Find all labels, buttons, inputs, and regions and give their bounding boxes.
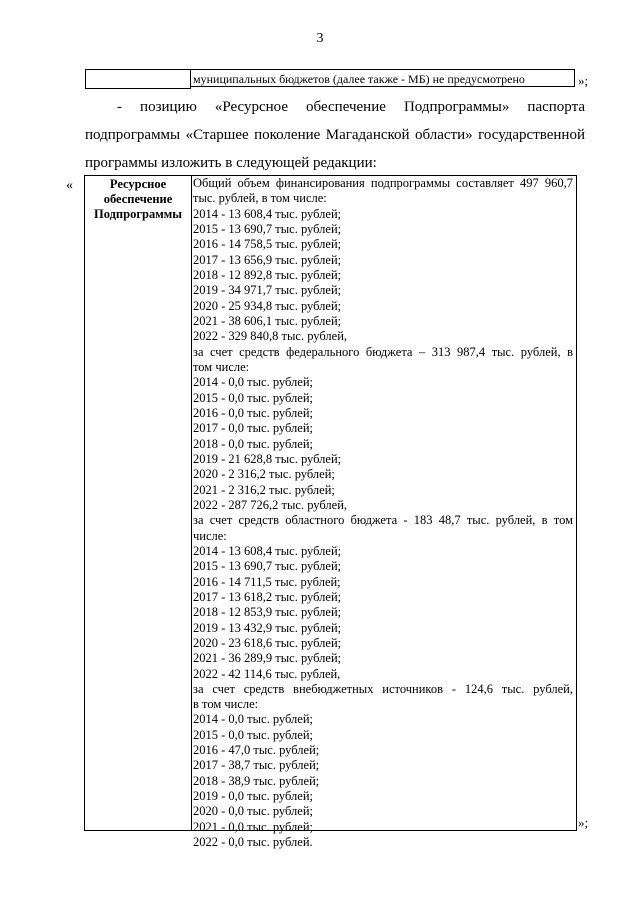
funding-line: 2014 - 13 608,4 тыс. рублей; (193, 543, 342, 558)
funding-line: 2017 - 13 618,2 тыс. рублей; (193, 589, 342, 604)
funding-line: тыс. рублей, в том числе: (193, 191, 327, 206)
empty-cell (85, 69, 191, 89)
funding-line: 2018 - 0,0 тыс. рублей; (193, 436, 313, 451)
funding-line: 2020 - 0,0 тыс. рублей; (193, 804, 313, 819)
paragraph-line: программы изложить в следующей редакции: (85, 155, 377, 171)
funding-line: 2022 - 42 114,6 тыс. рублей, (193, 666, 341, 681)
funding-line: 2014 - 0,0 тыс. рублей; (193, 375, 313, 390)
funding-line: 2019 - 21 628,8 тыс. рублей; (193, 451, 342, 466)
funding-line: 2020 - 25 934,8 тыс. рублей; (193, 298, 342, 313)
funding-line: 2017 - 38,7 тыс. рублей; (193, 758, 320, 773)
funding-line: 2017 - 13 656,9 тыс. рублей; (193, 252, 342, 267)
funding-line: 2016 - 0,0 тыс. рублей; (193, 405, 313, 420)
continuation-cell-text: муниципальных бюджетов (далее также - МБ) не предусмотрено (190, 69, 575, 87)
funding-line: 2014 - 0,0 тыс. рублей; (193, 712, 313, 727)
funding-line: 2014 - 13 608,4 тыс. рублей; (193, 206, 342, 221)
funding-line: 2015 - 13 690,7 тыс. рублей; (193, 221, 342, 236)
paragraph-line: подпрограммы «Старшее поколение Магаданской области» государственной (85, 127, 585, 143)
funding-line: числе: (193, 528, 227, 543)
funding-line: 2020 - 23 618,6 тыс. рублей; (193, 635, 342, 650)
funding-line: 2020 - 2 316,2 тыс. рублей; (193, 467, 335, 482)
funding-line: 2018 - 12 853,9 тыс. рублей; (193, 605, 342, 620)
funding-line: за счет средств областного бюджета - 183 48,7 тыс. рублей, в том (193, 513, 573, 528)
funding-line: 2015 - 0,0 тыс. рублей; (193, 727, 313, 742)
row-header-cell (85, 177, 191, 222)
closing-quote-mark: »; (578, 73, 589, 88)
funding-line: 2019 - 0,0 тыс. рублей; (193, 789, 313, 804)
column-divider (191, 176, 192, 830)
paragraph-item: - позицию «Ресурсное обеспечение Подпрограммы» паспорта (117, 99, 585, 115)
page-number: 3 (316, 31, 324, 46)
funding-line: 2018 - 12 892,8 тыс. рублей; (193, 267, 342, 282)
funding-line: 2015 - 13 690,7 тыс. рублей; (193, 559, 342, 574)
funding-line: 2019 - 34 971,7 тыс. рублей; (193, 283, 342, 298)
funding-line: 2021 - 2 316,2 тыс. рублей; (193, 482, 335, 497)
funding-details-cell (193, 176, 573, 850)
funding-line: 2018 - 38,9 тыс. рублей; (193, 773, 320, 788)
funding-line: 2016 - 47,0 тыс. рублей; (193, 743, 320, 758)
funding-line: 2022 - 0,0 тыс. рублей. (193, 835, 313, 850)
funding-line: 2021 - 38 606,1 тыс. рублей; (193, 313, 342, 328)
funding-line: Общий объем финансирования подпрограммы составляет 497 960,7 (193, 176, 573, 190)
closing-quote-mark: »; (578, 815, 589, 830)
resource-provision-table (84, 175, 577, 850)
continuation-table-row (85, 69, 577, 89)
header-line: Ресурсное (109, 177, 167, 191)
funding-line: 2022 - 287 726,2 тыс. рублей, (193, 497, 348, 512)
funding-line: в том числе: (193, 697, 259, 712)
funding-line: 2017 - 0,0 тыс. рублей; (193, 421, 313, 436)
funding-line: 2016 - 14 758,5 тыс. рублей; (193, 237, 342, 252)
funding-line: за счет средств внебюджетных источников - 124,6 тыс. рублей, (193, 681, 573, 696)
header-line: обеспечение (103, 192, 173, 206)
funding-line: 2021 - 0,0 тыс. рублей; (193, 819, 313, 834)
opening-quote-mark: « (66, 178, 73, 193)
funding-line: 2022 - 329 840,8 тыс. рублей, (193, 329, 348, 344)
funding-line: 2015 - 0,0 тыс. рублей; (193, 390, 313, 405)
funding-line: 2019 - 13 432,9 тыс. рублей; (193, 620, 342, 635)
header-line: Подпрограммы (93, 207, 182, 221)
funding-line: том числе: (193, 359, 250, 374)
funding-line: за счет средств федерального бюджета – 313 987,4 тыс. рублей, в (193, 344, 573, 359)
funding-line: 2016 - 14 711,5 тыс. рублей; (193, 574, 341, 589)
funding-line: 2021 - 36 289,9 тыс. рублей; (193, 651, 342, 666)
